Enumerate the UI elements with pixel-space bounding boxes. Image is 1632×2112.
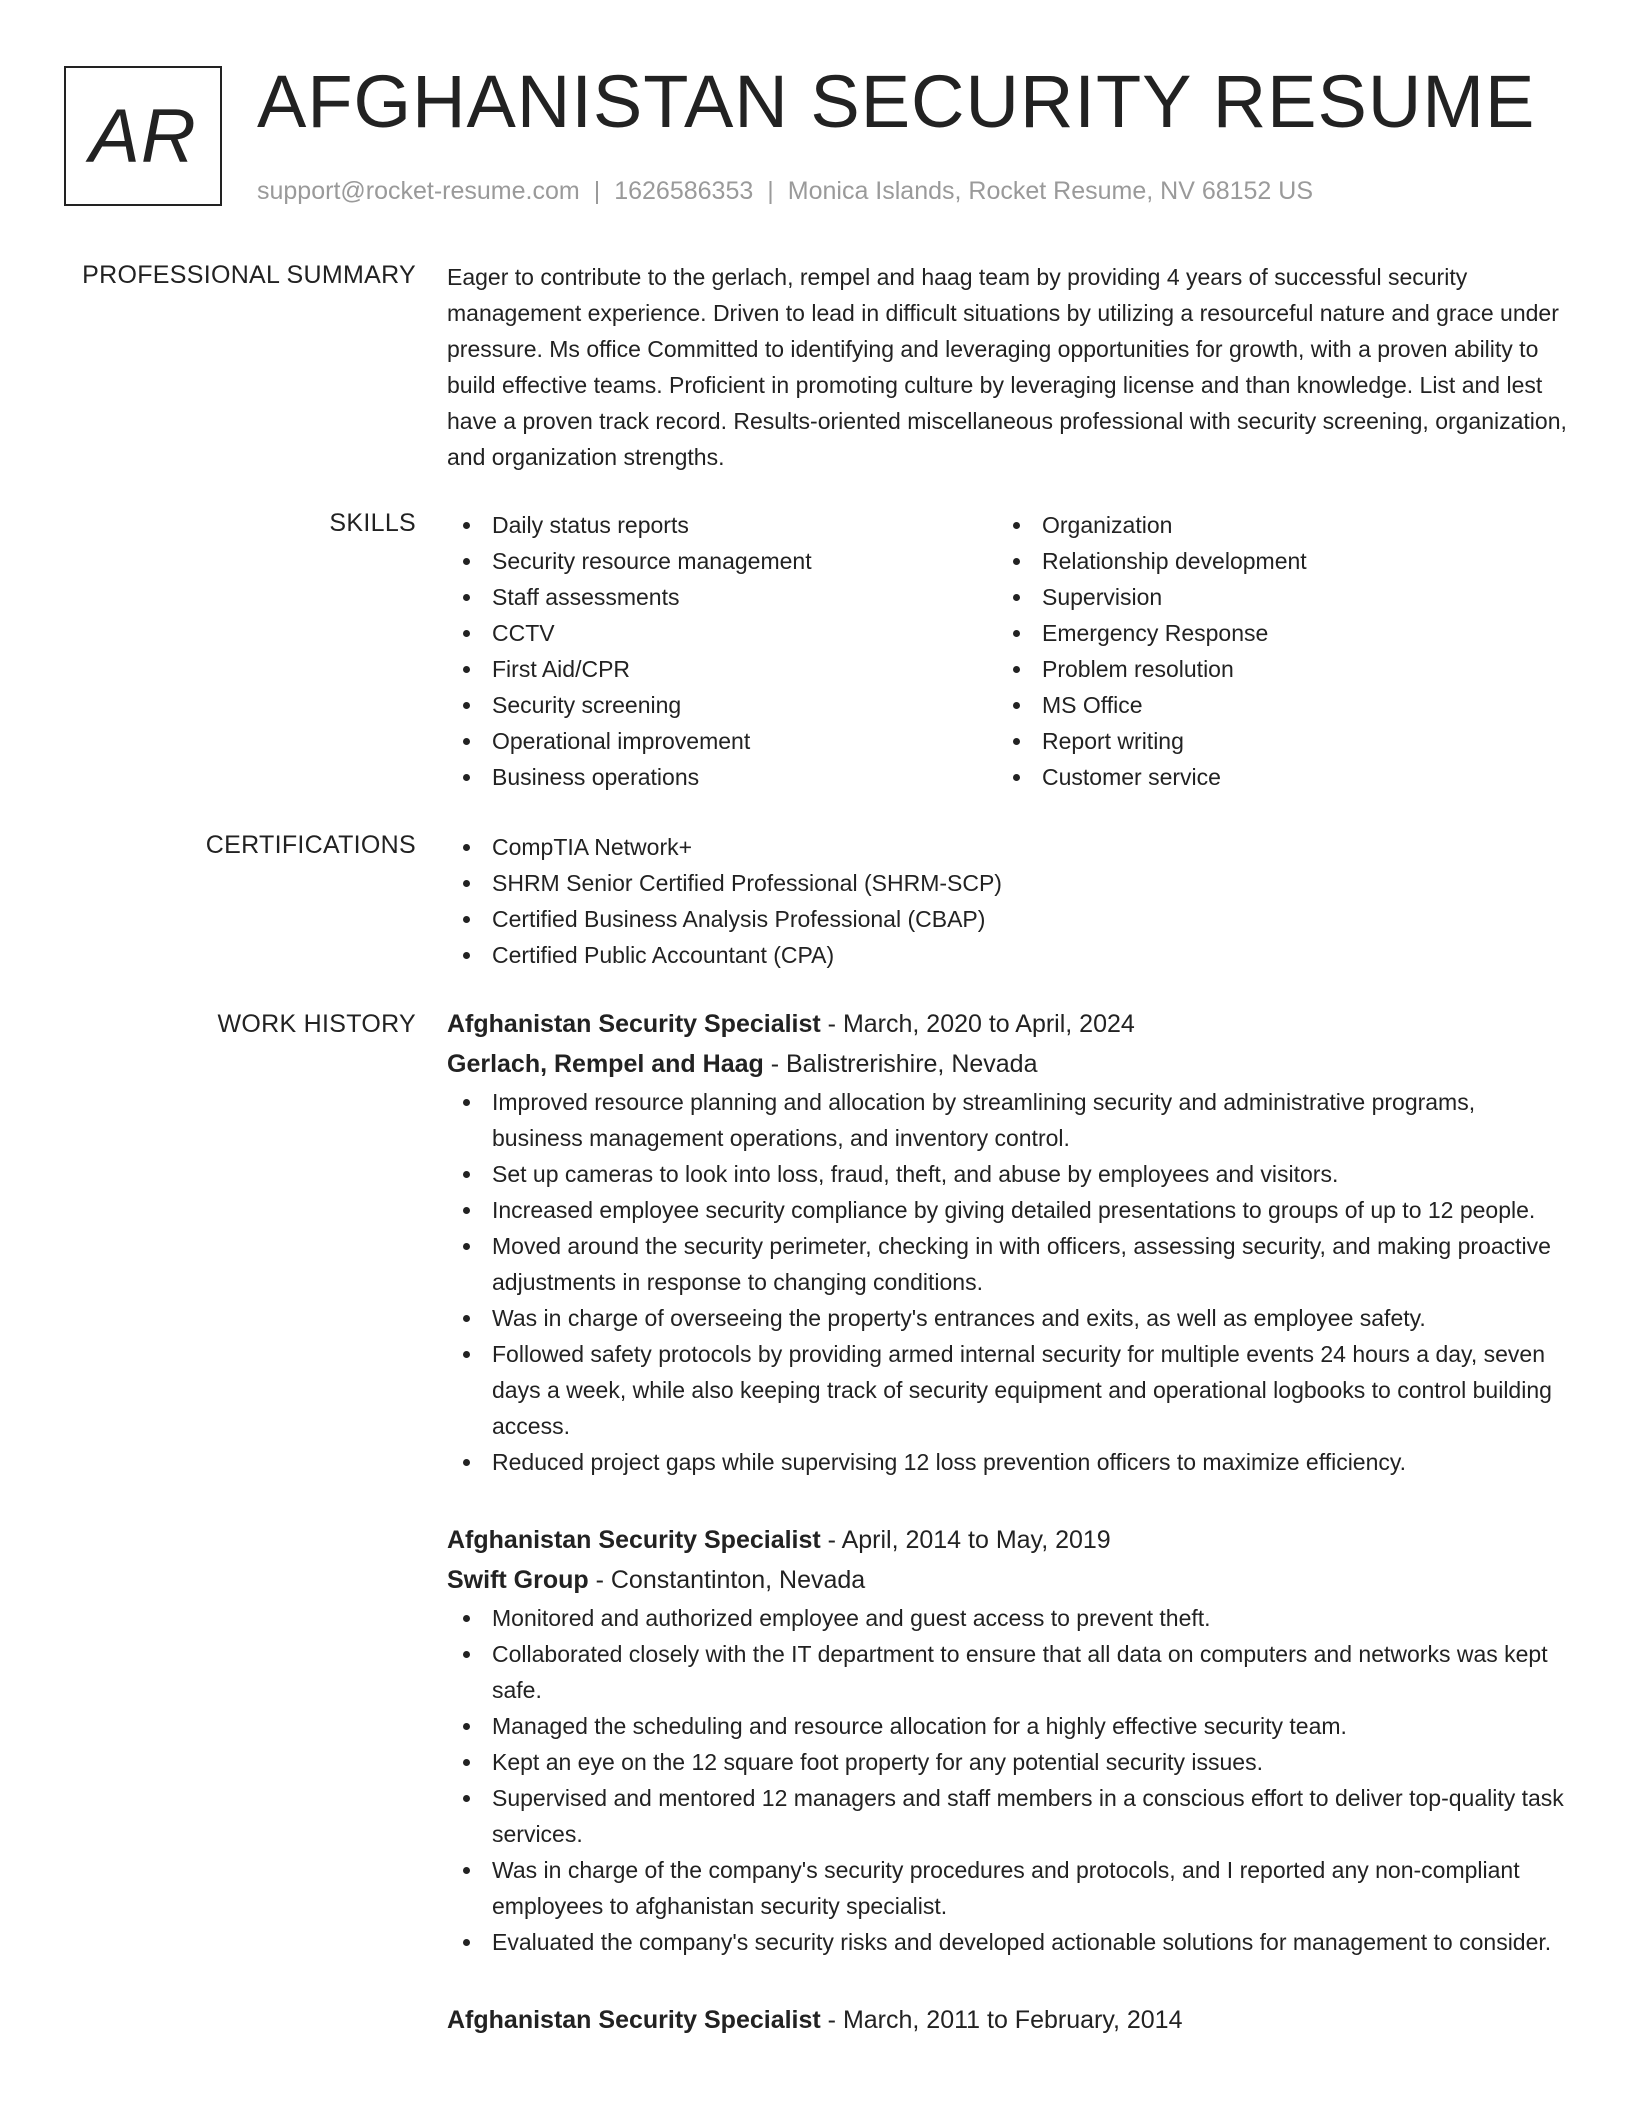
contact-email: support@rocket-resume.com bbox=[257, 177, 580, 205]
skill-item: Report writing bbox=[997, 723, 1547, 759]
job-entry bbox=[447, 2000, 1572, 2040]
summary-heading: PROFESSIONAL SUMMARY bbox=[82, 261, 416, 289]
job-bullet: Reduced project gaps while supervising 12 loss prevention officers to maximize efficiency. bbox=[447, 1444, 1572, 1480]
skill-item: Security screening bbox=[447, 687, 997, 723]
job-bullet: Was in charge of the company's security procedures and protocols, and I reported any non-compliant employees to afghanistan security specialist. bbox=[447, 1852, 1572, 1924]
skill-item: Daily status reports bbox=[447, 507, 997, 543]
skill-item: First Aid/CPR bbox=[447, 651, 997, 687]
work-history-heading: WORK HISTORY bbox=[217, 1010, 416, 1038]
job-company: Gerlach, Rempel and Haag bbox=[447, 1050, 764, 1078]
skill-item: Supervision bbox=[997, 579, 1547, 615]
job-company-line bbox=[447, 1560, 1572, 1600]
job-bullet: Moved around the security perimeter, checking in with officers, assessing security, and making proactive adjustments in response to changing conditions. bbox=[447, 1228, 1572, 1300]
contact-phone: 1626586353 bbox=[614, 177, 754, 205]
job-title: Afghanistan Security Specialist bbox=[447, 2006, 821, 2034]
skill-item: Security resource management bbox=[447, 543, 997, 579]
skill-item: Organization bbox=[997, 507, 1547, 543]
job-dates: - March, 2020 to April, 2024 bbox=[827, 1010, 1135, 1038]
skill-item: MS Office bbox=[997, 687, 1547, 723]
certification-item: Certified Public Accountant (CPA) bbox=[447, 937, 1572, 973]
certification-item: CompTIA Network+ bbox=[447, 829, 1572, 865]
skills-list-left bbox=[447, 507, 997, 795]
job-title: Afghanistan Security Specialist bbox=[447, 1526, 821, 1554]
job-bullet: Set up cameras to look into loss, fraud, theft, and abuse by employees and visitors. bbox=[447, 1156, 1572, 1192]
job-bullet: Managed the scheduling and resource allocation for a highly effective security team. bbox=[447, 1708, 1572, 1744]
monogram: AR bbox=[64, 66, 222, 206]
job-title-line bbox=[447, 2000, 1572, 2040]
resume-title: AFGHANISTAN SECURITY RESUME bbox=[257, 60, 1536, 143]
certifications-list bbox=[447, 829, 1572, 973]
job-bullet: Was in charge of overseeing the property's entrances and exits, as well as employee safety. bbox=[447, 1300, 1572, 1336]
job-entry bbox=[447, 1004, 1572, 1480]
job-bullet: Evaluated the company's security risks and developed actionable solutions for management to consider. bbox=[447, 1924, 1572, 1960]
skill-item: Staff assessments bbox=[447, 579, 997, 615]
certification-item: Certified Business Analysis Professional (CBAP) bbox=[447, 901, 1572, 937]
certifications-section bbox=[447, 829, 1572, 973]
skill-item: Emergency Response bbox=[997, 615, 1547, 651]
job-bullet-list bbox=[447, 1084, 1572, 1480]
job-title-line bbox=[447, 1520, 1572, 1560]
job-bullet: Monitored and authorized employee and guest access to prevent theft. bbox=[447, 1600, 1572, 1636]
summary-text: Eager to contribute to the gerlach, rempel and haag team by providing 4 years of successful security management experience. Driven to lead in difficult situations by utilizing a resourceful nature and grace under pressure. Ms office Committed to identifying and leveraging opportunities for growth, with a proven ability to build effective teams. Proficient in promoting culture by leveraging license and than knowledge. List and lest have a proven track record. Results-oriented miscellaneous professional with security screening, organization, and organization strengths. bbox=[447, 264, 1567, 470]
job-entry bbox=[447, 1520, 1572, 1960]
job-bullet: Improved resource planning and allocation by streamlining security and administrative programs, business management operations, and inventory control. bbox=[447, 1084, 1572, 1156]
job-bullet-list bbox=[447, 1600, 1572, 1960]
skill-item: Problem resolution bbox=[997, 651, 1547, 687]
skills-heading: SKILLS bbox=[329, 509, 416, 537]
job-bullet: Followed safety protocols by providing armed internal security for multiple events 24 hours a day, seven days a week, while also keeping track of security equipment and operational logbooks to control building access. bbox=[447, 1336, 1572, 1444]
job-location: - Balistrerishire, Nevada bbox=[770, 1050, 1038, 1078]
job-bullet: Collaborated closely with the IT department to ensure that all data on computers and networks was kept safe. bbox=[447, 1636, 1572, 1708]
skills-list-right bbox=[997, 507, 1547, 795]
job-company-line bbox=[447, 1044, 1572, 1084]
summary-section bbox=[447, 259, 1572, 475]
skills-section bbox=[447, 507, 1572, 795]
work-history-section bbox=[447, 1004, 1572, 2080]
skill-item: Operational improvement bbox=[447, 723, 997, 759]
certification-item: SHRM Senior Certified Professional (SHRM-SCP) bbox=[447, 865, 1572, 901]
job-company: Swift Group bbox=[447, 1566, 589, 1594]
skill-item: Business operations bbox=[447, 759, 997, 795]
job-title: Afghanistan Security Specialist bbox=[447, 1010, 821, 1038]
contact-separator: | bbox=[593, 177, 601, 205]
job-dates: - April, 2014 to May, 2019 bbox=[827, 1526, 1111, 1554]
skill-item: Relationship development bbox=[997, 543, 1547, 579]
job-bullet: Supervised and mentored 12 managers and staff members in a conscious effort to deliver top-quality task services. bbox=[447, 1780, 1572, 1852]
job-bullet: Increased employee security compliance by giving detailed presentations to groups of up to 12 people. bbox=[447, 1192, 1572, 1228]
skill-item: Customer service bbox=[997, 759, 1547, 795]
contact-line bbox=[257, 176, 1313, 206]
skill-item: CCTV bbox=[447, 615, 997, 651]
job-dates: - March, 2011 to February, 2014 bbox=[827, 2006, 1183, 2034]
contact-address: Monica Islands, Rocket Resume, NV 68152 US bbox=[787, 177, 1314, 205]
job-title-line bbox=[447, 1004, 1572, 1044]
job-bullet: Kept an eye on the 12 square foot property for any potential security issues. bbox=[447, 1744, 1572, 1780]
certifications-heading: CERTIFICATIONS bbox=[205, 831, 416, 859]
contact-separator: | bbox=[767, 177, 774, 205]
job-location: - Constantinton, Nevada bbox=[595, 1566, 866, 1594]
